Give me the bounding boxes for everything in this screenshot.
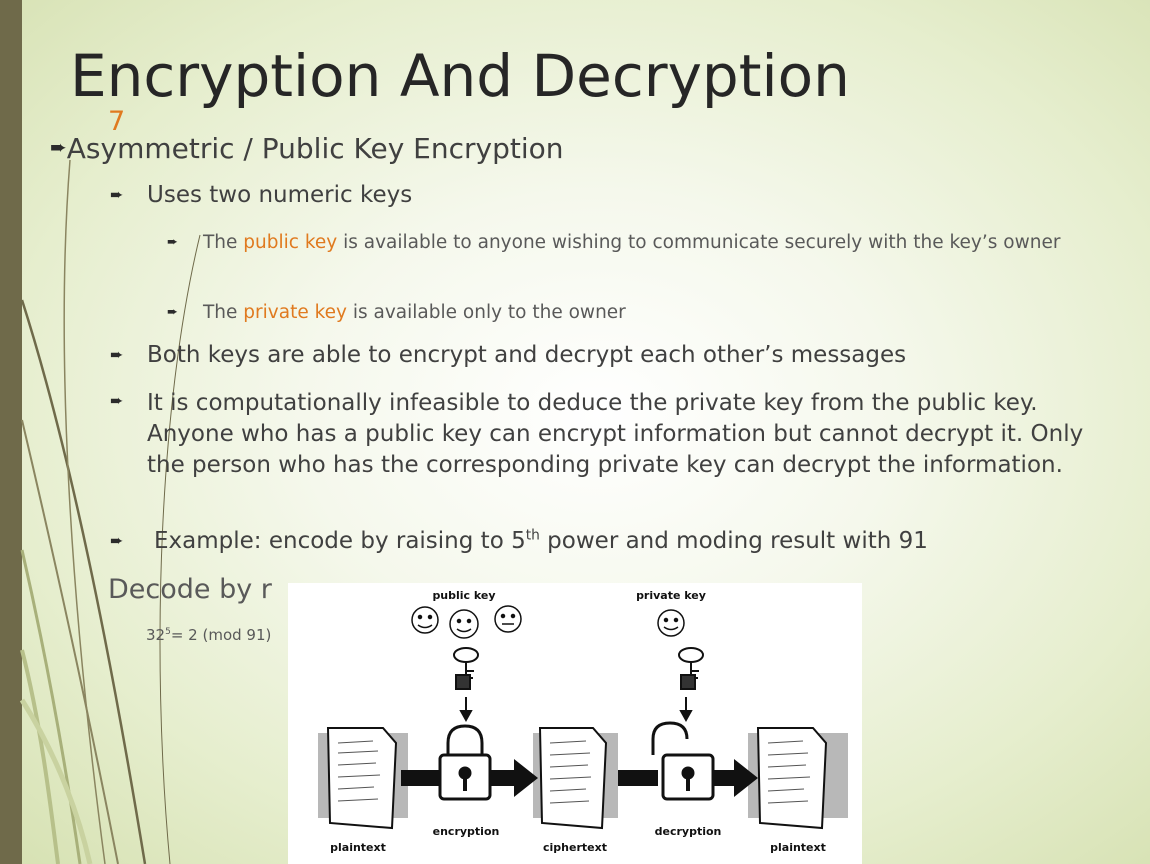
example-post: power and moding result with 91 — [539, 528, 928, 554]
bullet-text-post: is available only to the owner — [346, 302, 626, 323]
decryption-label: decryption — [654, 825, 722, 838]
bullet-text: Both keys are able to encrypt and decrypt each other’s messages — [147, 342, 907, 368]
equation-base: 32 — [146, 626, 166, 644]
encryption-lock-icon — [440, 726, 490, 799]
decryption-lock-icon — [653, 723, 713, 799]
bullet-text-pre: The — [203, 302, 244, 323]
arrow-bullet-icon: ➨ — [167, 235, 178, 250]
bullet-uses-two-keys — [110, 182, 412, 208]
arrow-bullet-icon: ➨ — [167, 305, 178, 320]
bullet-text: Uses two numeric keys — [147, 182, 413, 208]
bullet-private-key — [167, 299, 626, 326]
bullet-example — [110, 528, 928, 554]
encryption-label: encryption — [432, 825, 500, 838]
bullet-both-keys — [110, 342, 906, 368]
public-key-highlight: public key — [243, 232, 338, 253]
public-key-label: public key — [432, 589, 496, 602]
ciphertext-label: ciphertext — [543, 841, 607, 854]
bullet-infeasible — [110, 388, 1090, 481]
example-pre: Example: encode by raising to 5 — [154, 528, 526, 554]
example-sup: th — [525, 527, 540, 544]
decode-line: Decode by r — [108, 574, 272, 605]
bullet-text-pre: The — [203, 232, 244, 253]
bullet-text: It is computationally infeasible to deduce the private key from the public key. Anyone who has a public key can encrypt information but cannot decrypt it. Only the person who has the corresponding private key can decrypt the information. — [147, 390, 1084, 478]
private-key-icon — [679, 648, 703, 689]
encryption-diagram — [288, 583, 862, 864]
bullet-text: Asymmetric / Public Key Encryption — [66, 132, 564, 165]
slide-title: Encryption And Decryption — [70, 42, 850, 110]
arrow-bullet-icon: ➨ — [110, 531, 124, 550]
side-bar — [0, 0, 22, 864]
ciphertext-document-icon — [533, 728, 618, 828]
bullet-public-key — [167, 229, 1127, 256]
arrow-bullet-icon: ➨ — [110, 185, 124, 204]
public-key-icon — [454, 648, 478, 689]
private-key-highlight: private key — [243, 302, 347, 323]
arrow-bullet-icon: ➨ — [50, 135, 67, 159]
public-key-holders-icon — [412, 606, 521, 638]
bullet-asymmetric — [50, 132, 564, 165]
equation-exp: 5 — [165, 627, 171, 637]
plaintext-right-label: plaintext — [770, 841, 826, 854]
arrow-bullet-icon: ➨ — [110, 345, 124, 364]
private-key-holder-icon — [658, 610, 684, 636]
plaintext-document-icon — [318, 728, 408, 828]
plaintext-left-label: plaintext — [330, 841, 386, 854]
bullet-text-post: is available to anyone wishing to communicate securely with the key’s owner — [337, 232, 1061, 253]
equation — [146, 626, 271, 644]
slide-number: 7 — [108, 106, 126, 137]
arrow-bullet-icon: ➨ — [110, 391, 124, 410]
equation-rest: = 2 (mod 91) — [170, 626, 272, 644]
private-key-label: private key — [636, 589, 706, 602]
decrypted-plaintext-document-icon — [748, 728, 848, 828]
